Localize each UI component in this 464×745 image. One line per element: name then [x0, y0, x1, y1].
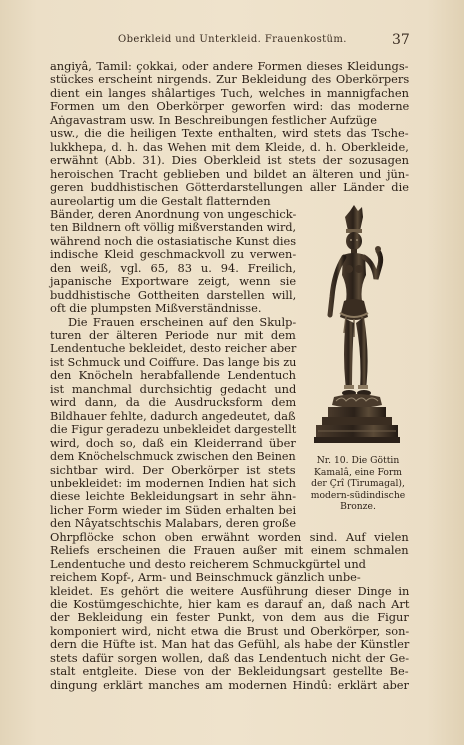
text-line: Die Frauen erscheinen auf den Skulp-	[68, 314, 297, 329]
text-line: aureolartig um die Gestalt flatternden	[50, 193, 271, 208]
text-line: Reliefs erscheinen die Frauen außer mit einem schmalen	[50, 543, 409, 558]
caption-line: Nr. 10. Die Göttin	[316, 455, 400, 466]
text-line: Formen um den Oberkörper geworfen wird: das moderne	[50, 99, 410, 114]
text-line: diese leichte Bekleidungsart in sehr ähn-	[50, 489, 297, 504]
text-line: während noch die ostasiatische Kunst dies	[50, 233, 297, 248]
text-line: stalt entgleite. Diese von der Bekleidungsart gestellte Be-	[50, 664, 409, 679]
text-line: geren buddhistischen Götterdarstellungen aller Länder die	[50, 180, 409, 195]
text-line: die Kostümgeschichte, hier kam es darauf an, daß nach Art	[50, 597, 410, 611]
text-line: dingung erklärt manches am modernen Hindû: erklärt aber	[50, 677, 409, 692]
text-line: japanische Exportware zeigt, wenn sie	[50, 274, 297, 289]
page-number: 37	[392, 32, 410, 48]
page-header	[0, 34, 464, 50]
running-head: Oberkleid und Unterkleid. Frauenkostüm.	[118, 34, 347, 45]
text-line: lukkhepa, d. h. das Wehen mit dem Kleide, d. h. Oberkleide,	[50, 139, 409, 154]
text-line: Lendentuche bekleidet, desto reicher aber	[50, 341, 297, 356]
text-line: die Figur geradezu unbekleidet dargestellt	[50, 422, 297, 437]
figure-caption	[302, 455, 414, 513]
goddess-statue-icon	[310, 205, 405, 450]
text-line: ist manchmal durchsichtig gedacht und	[50, 381, 297, 396]
text-line: Bänder, deren Anordnung von ungeschick-	[50, 206, 297, 221]
text-line: dern die Hüfte ist. Man hat das Gefühl, als habe der Künstler	[50, 637, 410, 652]
text-line: komponiert wird, nicht etwa die Brust und Oberkörper, son-	[50, 623, 410, 638]
text-line: dem Knöchelschmuck zwischen den Beinen	[50, 449, 296, 464]
text-line: Lendentuche und desto reicherem Schmuckgürtel und	[50, 556, 366, 571]
caption-line: der Çrî (Tirumagal),	[311, 478, 405, 489]
text-line: heroischen Tracht geblieben und bildet an älteren und jün-	[50, 166, 410, 181]
text-line: Bildhauer fehlte, dadurch angedeutet, daß	[50, 408, 296, 423]
goddess-statue-figure	[310, 205, 405, 450]
caption-line: Bronze.	[340, 501, 376, 512]
caption-line: Kamalâ, eine Form	[314, 466, 402, 478]
text-line: angiyâ, Tamil: çokkai, oder andere Formen dieses Kleidungs-	[50, 59, 409, 73]
text-line: usw., die die heiligen Texte enthalten, wird stets das Tsche-	[50, 126, 409, 141]
text-line: den Nâyatschtschis Malabars, deren große	[50, 516, 296, 531]
text-line: Ohrpflöcke schon oben erwähnt worden sind. Auf vielen	[50, 529, 409, 544]
text-line: stückes erscheint nirgends. Zur Bekleidung des Oberkörpers	[50, 72, 410, 87]
caption-line: modern-südindische	[310, 489, 406, 501]
text-line: kleidet. Es gehört die weitere Ausführung dieser Dinge in	[50, 583, 410, 598]
text-line: ten Bildnern oft völlig mißverstanden wird,	[50, 220, 297, 235]
text-line: stets dafür sorgen wollen, daß das Lendentuch nicht der Ge-	[50, 650, 410, 665]
text-line: indische Kleid geschmackvoll zu verwen-	[50, 247, 297, 262]
text-line: unbekleidet: im modernen Indien hat sich	[50, 475, 296, 490]
text-line: reichem Kopf-, Arm- und Beinschmuck gänzlich unbe-	[50, 570, 361, 585]
text-line: sichtbar wird. Der Oberkörper ist stets	[50, 462, 296, 477]
text-line: buddhistische Gottheiten darstellen will,	[50, 287, 297, 302]
text-line: oft die plumpsten Mißverständnisse.	[50, 301, 262, 316]
text-line: den weiß, vgl. 65, 83 u. 94. Freilich,	[50, 260, 297, 275]
text-line: dient ein langes shâlartiges Tuch, welches in mannigfachen	[50, 85, 409, 100]
text-line: den Knöcheln herabfallende Lendentuch	[50, 368, 297, 383]
text-line: wird dann, da die Ausdrucksform dem	[50, 395, 297, 410]
text-line: licher Form wieder im Süden erhalten bei	[50, 502, 297, 517]
text-line: ist Schmuck und Coiffure. Das lange bis zu	[50, 354, 297, 369]
text-line: erwähnt (Abb. 31). Dies Oberkleid ist stets der sozusagen	[50, 153, 409, 168]
text-line: Aṅgavastram usw. In Beschreibungen festlicher Aufzüge	[50, 112, 378, 127]
text-line: wird, doch so, daß ein Kleiderrand über	[50, 435, 296, 450]
text-line: turen der älteren Periode nur mit dem	[50, 328, 296, 342]
text-line: der Bekleidung ein fester Punkt, von dem aus die Figur	[50, 610, 409, 625]
